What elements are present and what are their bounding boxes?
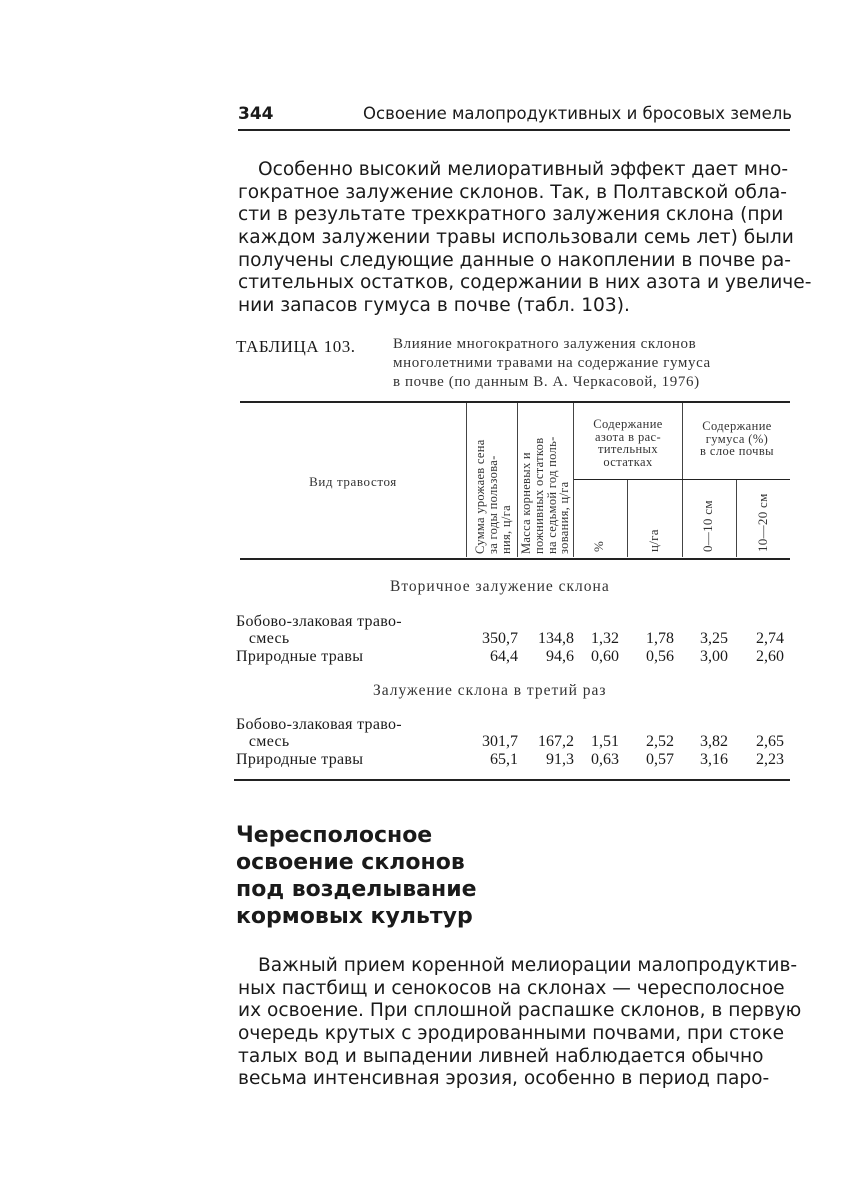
table-cell: 2,23 <box>756 751 784 768</box>
table-cell: 2,52 <box>646 733 674 750</box>
column-group-nitrogen <box>574 418 682 468</box>
table-cell: 350,7 <box>482 630 518 647</box>
table-cell: 3,25 <box>700 630 728 647</box>
header-line: зования, ц/га <box>557 481 572 554</box>
paragraph-line: талых вод и выпадении ливней наблюдается обычно <box>238 1045 764 1067</box>
table-cell: 0,60 <box>591 648 619 665</box>
column-header-nitrogen-cha <box>648 529 661 552</box>
table-title-line: в почве (по данным В. А. Черкасовой, 1976) <box>393 374 700 390</box>
row-label <box>236 751 363 768</box>
paragraph-line: Важный прием коренной мелиорации малопродуктив- <box>258 955 798 976</box>
column-header-type: Вид травостоя <box>309 474 397 489</box>
column-header-nitrogen-percent <box>593 541 606 552</box>
table-title-line: Влияние многократного залужения склонов <box>393 336 697 352</box>
header-line: остатках <box>603 454 653 469</box>
paragraph-line: стительных остатков, содержании в них азота и увеличе- <box>238 272 812 294</box>
table-cell: 2,60 <box>756 648 784 665</box>
table-cell: 1,51 <box>591 733 619 750</box>
header-line: ния, ц/га <box>498 505 513 554</box>
column-header-hay-yield <box>474 439 512 554</box>
column-divider <box>736 480 737 557</box>
header-line: пожнивных остатков <box>531 437 546 554</box>
header-line: за годы пользова- <box>485 455 500 554</box>
heading-line: под возделывание <box>236 877 477 902</box>
column-divider <box>517 403 518 557</box>
header-line: тительных <box>597 442 659 456</box>
table-label: ТАБЛИЦА 103. <box>236 337 356 356</box>
table-cell: 1,78 <box>646 630 674 647</box>
table-cell: 301,7 <box>482 733 518 750</box>
row-label <box>236 648 363 665</box>
column-divider <box>466 403 467 557</box>
table-cell: 2,74 <box>756 630 784 647</box>
table-cell: 3,16 <box>700 751 728 768</box>
header-line: 0—10 см <box>700 500 715 552</box>
table-bottom-rule <box>234 779 790 781</box>
table-cell: 3,00 <box>700 648 728 665</box>
table-cell: 167,2 <box>538 733 574 750</box>
page-number: 344 <box>238 104 274 124</box>
header-line: Масса корневых и <box>519 452 533 554</box>
column-header-humus-10-20 <box>757 493 770 552</box>
header-line: 10—20 см <box>755 493 770 552</box>
column-header-root-mass <box>520 436 571 554</box>
row-label-line: Бобово-злаковая траво- <box>236 716 402 733</box>
heading-line: освоение склонов <box>236 850 465 875</box>
table-section-title: Вторичное залужение склона <box>390 578 610 595</box>
table-cell: 0,63 <box>591 751 619 768</box>
paragraph-line: их освоение. При сплошной распашке склонов, в первую <box>238 1000 802 1022</box>
table-cell: 64,4 <box>490 648 518 665</box>
row-label-line: Бобово-злаковая траво- <box>236 613 402 630</box>
heading-line: Чересполосное <box>236 823 433 848</box>
column-group-humus <box>683 420 791 458</box>
intro-paragraph <box>238 159 812 318</box>
row-label-line: смесь <box>236 630 290 647</box>
table-cell: 65,1 <box>490 751 518 768</box>
paragraph-line: Особенно высокий мелиоративный эффект дает мно- <box>258 159 789 180</box>
paragraph-line: ных пастбищ и сенокосов на склонах — чересполосное <box>238 977 785 999</box>
table-header-rule <box>240 558 790 560</box>
table-section-title: Залужение склона в третий раз <box>373 682 607 699</box>
heading-line: кормовых культур <box>236 904 473 929</box>
table-cell: 94,6 <box>546 648 574 665</box>
column-header-humus-0-10 <box>702 500 715 552</box>
table-cell: 2,65 <box>756 733 784 750</box>
header-line: на седьмой год поль- <box>544 436 559 554</box>
header-line: ц/га <box>646 529 661 552</box>
paragraph-line: каждом залужении травы использовали семь лет) были <box>238 227 794 249</box>
paragraph-line: очередь крутых с эродированными почвами, при стоке <box>238 1023 785 1045</box>
paragraph-line: гократное залужение склонов. Так, в Полтавской обла- <box>238 181 788 203</box>
paragraph-line: весьма интенсивная эрозия, особенно в период паро- <box>238 1068 770 1090</box>
header-line: Содержание <box>702 419 772 433</box>
row-label <box>236 716 402 750</box>
header-line: Сумма урожаев сена <box>473 439 487 554</box>
table-cell: 0,56 <box>646 648 674 665</box>
table-cell: 3,82 <box>700 733 728 750</box>
row-label-line: Природные травы <box>236 751 364 768</box>
row-label <box>236 613 402 647</box>
paragraph-line: получены следующие данные о накоплении в почве ра- <box>238 249 791 271</box>
closing-paragraph <box>238 955 802 1091</box>
table-cell: 1,32 <box>591 630 619 647</box>
section-heading <box>236 822 477 930</box>
table-cell: 91,3 <box>546 751 574 768</box>
table-cell: 134,8 <box>538 630 574 647</box>
table-title <box>393 335 793 392</box>
group-divider <box>574 479 790 480</box>
paragraph-line: нии запасов гумуса в почве (табл. 103). <box>238 295 630 317</box>
header-line: азота в рас- <box>594 429 662 444</box>
header-line: Содержание <box>593 417 663 431</box>
row-label-line: смесь <box>236 733 290 750</box>
header-line: гумуса (%) <box>705 431 769 446</box>
table-cell: 0,57 <box>646 751 674 768</box>
running-title: Освоение малопродуктивных и бросовых земель <box>363 104 792 123</box>
table-top-rule <box>240 401 790 403</box>
header-line: в слое почвы <box>700 444 774 458</box>
row-label-line: Природные травы <box>236 648 364 665</box>
table-title-line: многолетними травами на содержание гумуса <box>393 355 711 371</box>
header-line: % <box>591 540 606 552</box>
paragraph-line: сти в результате трехкратного залужения склона (при <box>238 204 784 226</box>
header-rule <box>238 129 790 131</box>
column-divider <box>627 480 628 557</box>
